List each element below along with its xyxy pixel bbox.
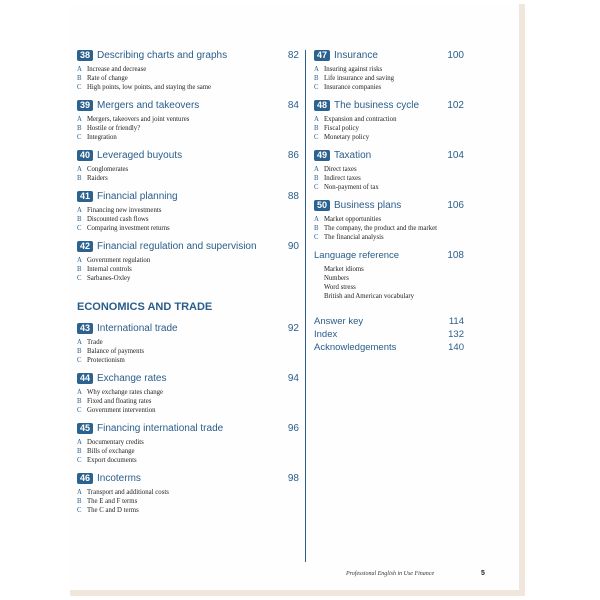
subtopic-item [77,488,299,497]
language-reference-items [314,265,464,301]
right-column [314,50,464,354]
subtopic-item [77,115,299,124]
back-matter-entry[interactable] [314,341,464,354]
unit-page-number: 82 [287,50,299,61]
subtopic-item [77,133,299,142]
subtopic-item [77,388,299,397]
unit-entry[interactable] [77,241,299,283]
unit-title: Incoterms [97,473,141,484]
unit-heading [77,150,299,162]
unit-heading [314,200,464,212]
unit-number-badge: 44 [77,373,93,384]
subtopic-letter: A [77,489,82,496]
back-matter-entry[interactable] [314,315,464,328]
subtopic-item [314,174,464,183]
subtopic-item [314,233,464,242]
unit-number-badge: 43 [77,323,93,334]
subtopic-text: Raiders [87,175,108,182]
unit-entry[interactable] [77,191,299,233]
subtopic-letter: A [314,166,319,173]
subtopic-text: The financial analysis [324,234,384,241]
subtopic-letter: B [77,216,82,223]
subtopic-letter: C [314,84,319,91]
subtopic-item [314,165,464,174]
unit-page-number: 104 [447,150,464,161]
subtopic-text: Government intervention [87,407,156,414]
column-divider [305,50,306,562]
unit-heading [77,50,299,62]
unit-number-badge: 39 [77,100,93,111]
unit-entry[interactable] [77,50,299,92]
unit-heading [314,150,464,162]
unit-subtopics [77,115,299,142]
subtopic-item [77,83,299,92]
subtopic-text: Life insurance and saving [324,75,395,82]
unit-page-number: 96 [287,423,299,434]
unit-number-badge: 45 [77,423,93,434]
subtopic-letter: C [314,134,319,141]
unit-entry[interactable] [314,200,464,242]
unit-title: Financial regulation and supervision [97,241,257,252]
unit-page-number: 92 [287,323,299,334]
back-matter-page: 132 [448,329,464,340]
unit-entry[interactable] [77,323,299,365]
unit-entry[interactable] [77,150,299,183]
footer-page-number: 5 [481,570,485,577]
subtopic-item [314,215,464,224]
subtopic-item [77,206,299,215]
subtopic-letter: A [77,439,82,446]
unit-title: Mergers and takeovers [97,100,200,111]
language-reference-title: Language reference [314,250,400,261]
subtopic-letter: C [314,184,319,191]
unit-heading [314,50,464,62]
subtopic-letter: C [77,134,82,141]
subtopic-text: Sarbanes-Oxley [87,275,131,282]
subtopic-text: Non-payment of tax [324,184,379,191]
unit-page-number: 88 [287,191,299,202]
unit-number-badge: 50 [314,200,330,211]
reference-item: Word stress [324,284,356,291]
unit-page-number: 86 [287,150,299,161]
unit-subtopics [314,165,464,192]
unit-subtopics [77,388,299,415]
subtopic-text: Direct taxes [324,166,357,173]
subtopic-item [314,65,464,74]
subtopic-text: Fiscal policy [324,125,359,132]
unit-title: Describing charts and graphs [97,50,228,61]
right-units-list [314,50,464,242]
subtopic-text: Fixed and floating rates [87,398,152,405]
subtopic-text: Monetary policy [324,134,370,141]
unit-number-badge: 48 [314,100,330,111]
back-matter-page: 114 [448,316,464,327]
subtopic-text: Market opportunities [324,216,382,223]
unit-page-number: 90 [287,241,299,252]
subtopic-letter: B [77,266,82,273]
unit-page-number: 106 [447,200,464,211]
reference-item: Market idioms [324,266,364,273]
subtopic-text: Protectionism [87,357,125,364]
unit-heading [77,100,299,112]
subtopic-text: Why exchange rates change [87,389,164,396]
subtopic-text: Financing new investments [87,207,162,214]
unit-title: Insurance [334,50,378,61]
subtopic-text: Insuring against risks [324,66,383,73]
unit-heading [77,323,299,335]
subtopic-letter: B [77,125,82,132]
subtopic-text: High points, low points, and staying the same [87,84,212,91]
subtopic-letter: B [77,448,82,455]
subtopic-item [314,183,464,192]
subtopic-text: Comparing investment returns [87,225,170,232]
subtopic-text: Export documents [87,457,137,464]
subtopic-letter: A [77,207,82,214]
subtopic-letter: A [314,216,319,223]
unit-number-badge: 38 [77,50,93,61]
unit-heading [77,423,299,435]
unit-number-badge: 41 [77,191,93,202]
subtopic-letter: A [77,389,82,396]
unit-heading [77,191,299,203]
subtopic-item [314,133,464,142]
subtopic-text: Bills of exchange [87,448,135,455]
economics-units-list [77,323,299,515]
language-reference-page: 108 [447,250,464,261]
subtopic-text: Indirect taxes [324,175,361,182]
subtopic-item [77,74,299,83]
subtopic-letter: C [77,84,82,91]
unit-page-number: 102 [447,100,464,111]
unit-title: Financial planning [97,191,178,202]
subtopic-item [77,174,299,183]
unit-number-badge: 49 [314,150,330,161]
subtopic-text: Documentary credits [87,439,144,446]
subtopic-item [314,124,464,133]
subtopic-text: Increase and decrease [87,66,147,73]
subtopic-letter: B [77,348,82,355]
unit-subtopics [77,65,299,92]
unit-heading [77,373,299,385]
subtopic-item [314,224,464,233]
subtopic-letter: C [77,225,82,232]
unit-subtopics [77,488,299,515]
unit-subtopics [77,338,299,365]
unit-entry[interactable] [314,100,464,142]
unit-page-number: 94 [287,373,299,384]
subtopic-text: Mergers, takeovers and joint ventures [87,116,190,123]
subtopic-item [77,338,299,347]
subtopic-letter: C [314,234,319,241]
unit-number-badge: 46 [77,473,93,484]
subtopic-letter: C [77,507,82,514]
subtopic-item [77,497,299,506]
subtopic-letter: B [314,225,319,232]
subtopic-item [77,215,299,224]
footer-book-title: Professional English in Use Finance [346,571,435,577]
subtopic-item [77,406,299,415]
subtopic-text: Expansion and contraction [324,116,397,123]
subtopic-item [77,356,299,365]
subtopic-letter: B [77,175,82,182]
unit-subtopics [77,256,299,283]
subtopic-item [77,506,299,515]
unit-entry[interactable] [77,373,299,415]
unit-title: Business plans [334,200,402,211]
subtopic-letter: C [77,457,82,464]
subtopic-letter: A [314,116,319,123]
unit-title: Exchange rates [97,373,167,384]
subtopic-item [77,397,299,406]
unit-entry[interactable] [314,150,464,192]
reference-item: Numbers [324,275,349,282]
subtopic-letter: C [77,275,82,282]
unit-title: Leveraged buyouts [97,150,183,161]
unit-page-number: 84 [287,100,299,111]
left-column [77,50,299,523]
subtopic-text: Internal controls [87,266,132,273]
finance-units-list [77,50,299,283]
unit-heading [77,473,299,485]
subtopic-text: Rate of change [87,75,128,82]
subtopic-letter: A [77,166,82,173]
section-heading-economics: ECONOMICS AND TRADE [77,301,213,313]
subtopic-item [77,456,299,465]
subtopic-letter: B [314,175,319,182]
subtopic-letter: B [314,75,319,82]
unit-heading [77,241,299,253]
subtopic-item [314,74,464,83]
unit-title: Financing international trade [97,423,224,434]
subtopic-item [77,447,299,456]
subtopic-letter: A [77,339,82,346]
subtopic-text: The C and D terms [87,507,139,514]
subtopic-letter: C [77,407,82,414]
unit-title: The business cycle [334,100,420,111]
subtopic-item [77,256,299,265]
reference-item: British and American vocabulary [324,293,415,300]
unit-number-badge: 40 [77,150,93,161]
subtopic-letter: B [77,398,82,405]
unit-subtopics [77,438,299,465]
unit-heading [314,100,464,112]
unit-subtopics [77,165,299,183]
subtopic-text: The company, the product and the market [324,225,437,232]
subtopic-letter: A [77,66,82,73]
unit-title: Taxation [334,150,372,161]
back-matter-page: 140 [448,342,464,353]
unit-entry[interactable] [77,423,299,465]
subtopic-letter: B [77,498,82,505]
unit-subtopics [77,206,299,233]
subtopic-item [314,115,464,124]
subtopic-text: The E and F terms [87,498,138,505]
subtopic-letter: C [77,357,82,364]
back-matter-title: Answer key [314,316,364,327]
subtopic-letter: B [77,75,82,82]
subtopic-letter: B [314,125,319,132]
subtopic-letter: A [77,257,82,264]
subtopic-text: Insurance companies [324,84,382,91]
subtopic-item [77,124,299,133]
subtopic-item [77,65,299,74]
unit-subtopics [314,65,464,92]
unit-page-number: 98 [287,473,299,484]
subtopic-letter: A [77,116,82,123]
language-reference[interactable] [314,250,464,301]
unit-subtopics [314,115,464,142]
unit-subtopics [314,215,464,242]
back-matter-entry[interactable] [314,328,464,341]
unit-entry[interactable] [77,473,299,515]
subtopic-item [77,347,299,356]
subtopic-text: Balance of payments [87,348,144,355]
language-reference-heading [314,250,464,262]
subtopic-text: Transport and additional costs [87,489,169,496]
subtopic-text: Integration [87,134,117,141]
subtopic-item [77,224,299,233]
subtopic-text: Government regulation [87,257,151,264]
back-matter-title: Acknowledgements [314,342,397,353]
subtopic-text: Discounted cash flows [87,216,149,223]
subtopic-item [314,83,464,92]
unit-title: International trade [97,323,178,334]
unit-entry[interactable] [77,100,299,142]
subtopic-text: Conglomerates [87,166,129,173]
unit-entry[interactable] [314,50,464,92]
unit-number-badge: 47 [314,50,330,61]
unit-number-badge: 42 [77,241,93,252]
back-matter-list [314,315,464,354]
subtopic-text: Trade [87,339,103,346]
subtopic-text: Hostile or friendly? [87,125,141,132]
subtopic-item [77,265,299,274]
subtopic-item [77,438,299,447]
unit-page-number: 100 [447,50,464,61]
subtopic-item [77,274,299,283]
subtopic-letter: A [314,66,319,73]
back-matter-title: Index [314,329,338,340]
subtopic-item [77,165,299,174]
